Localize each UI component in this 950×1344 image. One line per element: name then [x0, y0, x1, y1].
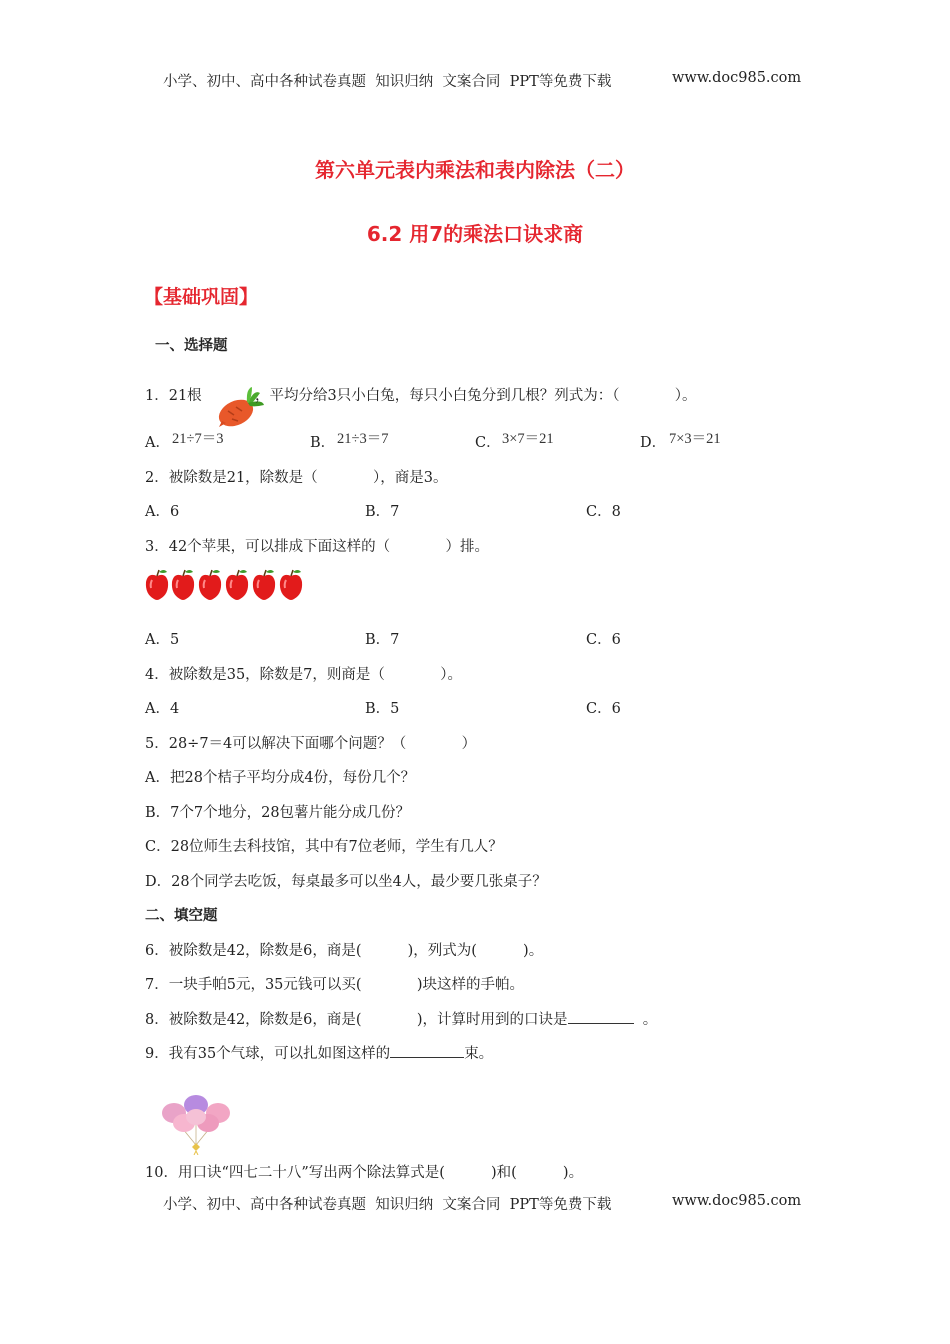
header-site-link[interactable]: www.doc985.com [672, 70, 802, 86]
q2-option-b: B．7 [365, 504, 400, 520]
page-title: 第六单元表内乘法和表内除法（二） [315, 158, 635, 182]
q2-option-a: A．6 [145, 504, 180, 520]
question-7: 7．一块手帕5元，35元钱可以买( )块这样的手帕。 [145, 977, 525, 993]
q1-option-c-letter: C． [475, 435, 501, 451]
q3-option-b: B．7 [365, 632, 400, 648]
header-text: 小学、初中、高中各种试卷真题 知识归纳 文案合同 PPT等免费下载 [163, 74, 612, 90]
q5-option-a: A．把28个桔子平均分成4份，每份几个？ [145, 770, 416, 786]
part2-label: 二、填空题 [145, 908, 218, 924]
part1-label: 一、选择题 [155, 338, 228, 354]
q4-option-c: C．6 [586, 701, 621, 717]
q1-option-d-formula: 7×3＝21 [669, 431, 721, 447]
q5-option-d: D．28个同学去吃饭，每桌最多可以坐4人，最少要几张桌子？ [145, 874, 547, 890]
q9-end: 束。 [464, 1046, 494, 1062]
balloons-image [146, 1074, 242, 1159]
q1-option-a-formula: 21÷7＝3 [172, 431, 224, 447]
question-5: 5．28÷7＝4可以解决下面哪个问题？（ ） [145, 736, 477, 752]
q3-option-c: C．6 [586, 632, 621, 648]
q4-option-b: B．5 [365, 701, 400, 717]
question-1-pre: 1．21根 [145, 388, 202, 404]
question-3: 3．42个苹果，可以排成下面这样的（ ）排。 [145, 539, 489, 555]
footer-site-link[interactable]: www.doc985.com [672, 1193, 802, 1209]
apples-image [144, 568, 306, 606]
footer-text: 小学、初中、高中各种试卷真题 知识归纳 文案合同 PPT等免费下载 [163, 1197, 612, 1213]
q9-answer-blank[interactable] [390, 1043, 464, 1058]
q8-answer-blank[interactable] [568, 1009, 634, 1024]
q1-option-b-formula: 21÷3＝7 [337, 431, 389, 447]
q5-option-c: C．28位师生去科技馆，其中有7位老师，学生有几人？ [145, 839, 503, 855]
q1-option-d-letter: D． [640, 435, 667, 451]
question-6: 6．被除数是42，除数是6，商是( )，列式为( )。 [145, 943, 544, 959]
q8-end: 。 [633, 1012, 658, 1028]
question-9 [145, 1042, 493, 1063]
question-8 [145, 1008, 657, 1029]
q4-option-a: A．4 [145, 701, 180, 717]
q5-option-b: B．7个7个地分，28包薯片能分成几份？ [145, 805, 411, 821]
question-10: 10．用口诀“四七二十八”写出两个除法算式是( )和( )。 [145, 1165, 584, 1181]
q2-option-c: C．8 [586, 504, 621, 520]
page-subtitle: 6.2 用7的乘法口诀求商 [366, 222, 584, 246]
q3-option-a: A．5 [145, 632, 180, 648]
q1-option-c-formula: 3×7＝21 [502, 431, 554, 447]
q1-option-a-letter: A． [145, 435, 170, 451]
question-1-post: ，平均分给3只小白兔，每只小白兔分到几根？列式为：（ ）。 [255, 388, 697, 404]
q9-text: 9．我有35个气球，可以扎如图这样的 [145, 1046, 391, 1062]
q8-text: 8．被除数是42，除数是6，商是( )，计算时用到的口诀是 [145, 1012, 568, 1028]
question-4: 4．被除数是35，除数是7，则商是（ ）。 [145, 667, 462, 683]
question-2: 2．被除数是21，除数是（ ），商是3。 [145, 470, 448, 486]
q1-option-b-letter: B． [310, 435, 336, 451]
section-label: 【基础巩固】 [144, 286, 259, 308]
